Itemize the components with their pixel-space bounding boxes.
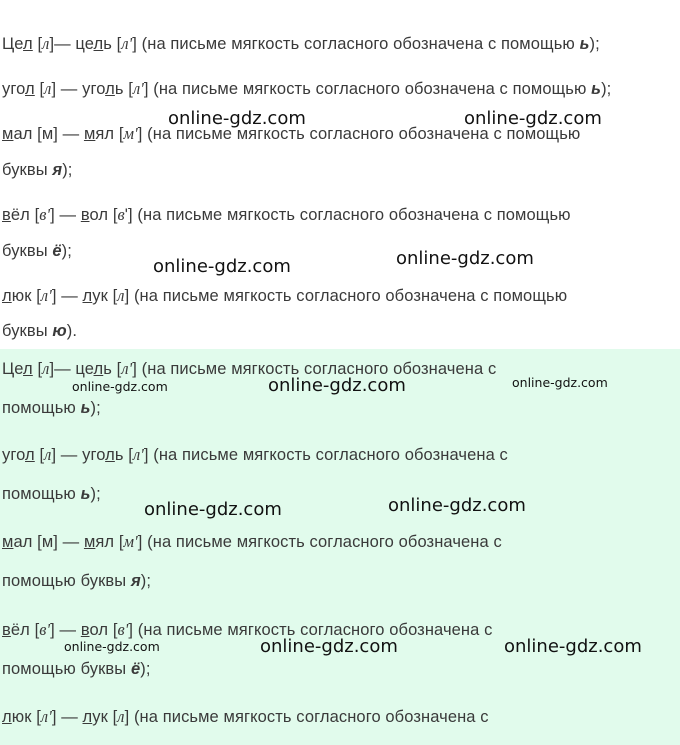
line-mal: мал [м] — мял [м'] (на письме мягкость согласного обозначена с xyxy=(2,532,502,551)
watermark: online-gdz.com xyxy=(153,256,291,277)
watermark: online-gdz.com xyxy=(504,636,642,657)
watermark: online-gdz.com xyxy=(396,248,534,269)
line-ugol: угол [л] — уголь [л'] (на письме мягкость согласного обозначена с помощью ь); xyxy=(2,79,612,98)
line-lyuk: люк [л'] — лук [л] (на письме мягкость согласного обозначена с помощью xyxy=(2,286,568,305)
line-vyol: вёл [в'] — вол [в'] (на письме мягкость согласного обозначена с помощью xyxy=(2,205,571,224)
bottom-answer-section xyxy=(0,349,680,745)
line-mal: мал [м] — мял [м'] (на письме мягкость согласного обозначена с помощью xyxy=(2,124,581,143)
line-vyol: вёл [в'] — вол [в'] (на письме мягкость согласного обозначена с xyxy=(2,620,493,639)
line-lyuk-cont: буквы ю). xyxy=(2,322,78,340)
line-vyol-cont: помощью буквы ё); xyxy=(2,660,151,678)
watermark: online-gdz.com xyxy=(72,379,168,394)
watermark: online-gdz.com xyxy=(268,375,406,396)
line-ugol: угол [л] — уголь [л'] (на письме мягкость согласного обозначена с xyxy=(2,445,508,464)
line-mal-cont: помощью буквы я); xyxy=(2,572,152,590)
line-tsel-cont: помощью ь); xyxy=(2,399,101,417)
watermark: online-gdz.com xyxy=(260,636,398,657)
line-mal-cont: буквы я); xyxy=(2,161,73,179)
watermark: online-gdz.com xyxy=(144,499,282,520)
watermark: online-gdz.com xyxy=(512,375,608,390)
line-ugol-cont: помощью ь); xyxy=(2,485,101,503)
watermark: online-gdz.com xyxy=(64,639,160,654)
line-lyuk: люк [л'] — лук [л] (на письме мягкость согласного обозначена с xyxy=(2,707,489,726)
line-tsel: Цел [л]— цель [л'] (на письме мягкость согласного обозначена с помощью ь); xyxy=(2,34,600,53)
line-tsel: Цел [л]— цель [л'] (на письме мягкость согласного обозначена с xyxy=(2,359,497,378)
watermark: online-gdz.com xyxy=(168,108,306,129)
line-vyol-cont: буквы ё); xyxy=(2,242,72,260)
top-answer-section xyxy=(0,0,680,349)
watermark: online-gdz.com xyxy=(388,495,526,516)
watermark: online-gdz.com xyxy=(464,108,602,129)
